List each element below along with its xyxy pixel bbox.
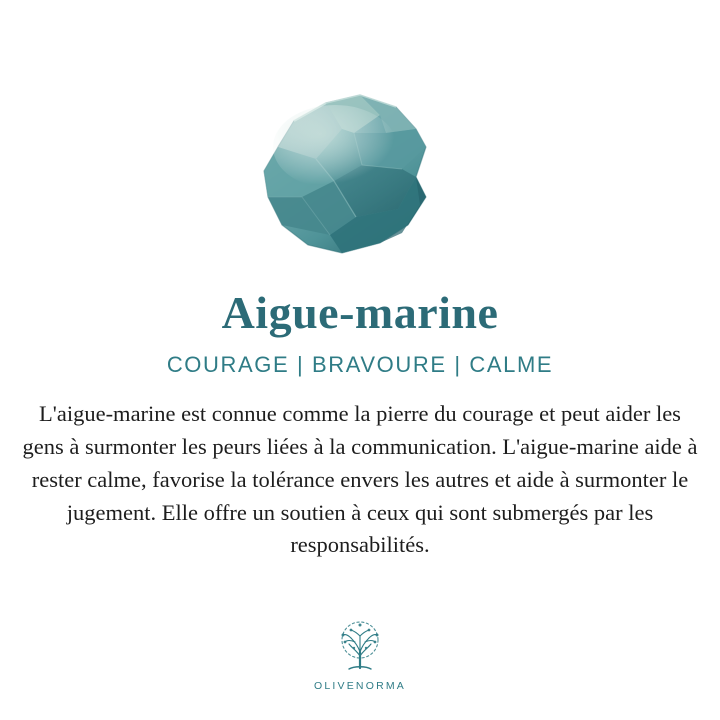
keywords-line: COURAGE | BRAVOURE | CALME (166, 352, 554, 377)
brand-name: OLIVENORMA (313, 680, 406, 692)
page-title: Aigue-marine (221, 287, 499, 338)
description-text: L'aigue-marine est connue comme la pierre du courage et peut aider les gens à surmonter les peurs liées à la communication. L'aigue-marine aide à rester calme, favorise la tolérance envers les autres et aide à surmonter le jugement. Elle offre un soutien à ceux qui sont submergés par les responsabilités. (22, 401, 698, 558)
tree-of-life-icon (329, 616, 391, 678)
stone-image-area (0, 0, 720, 290)
brand-logo (0, 616, 720, 692)
gemstone-image (230, 85, 500, 265)
